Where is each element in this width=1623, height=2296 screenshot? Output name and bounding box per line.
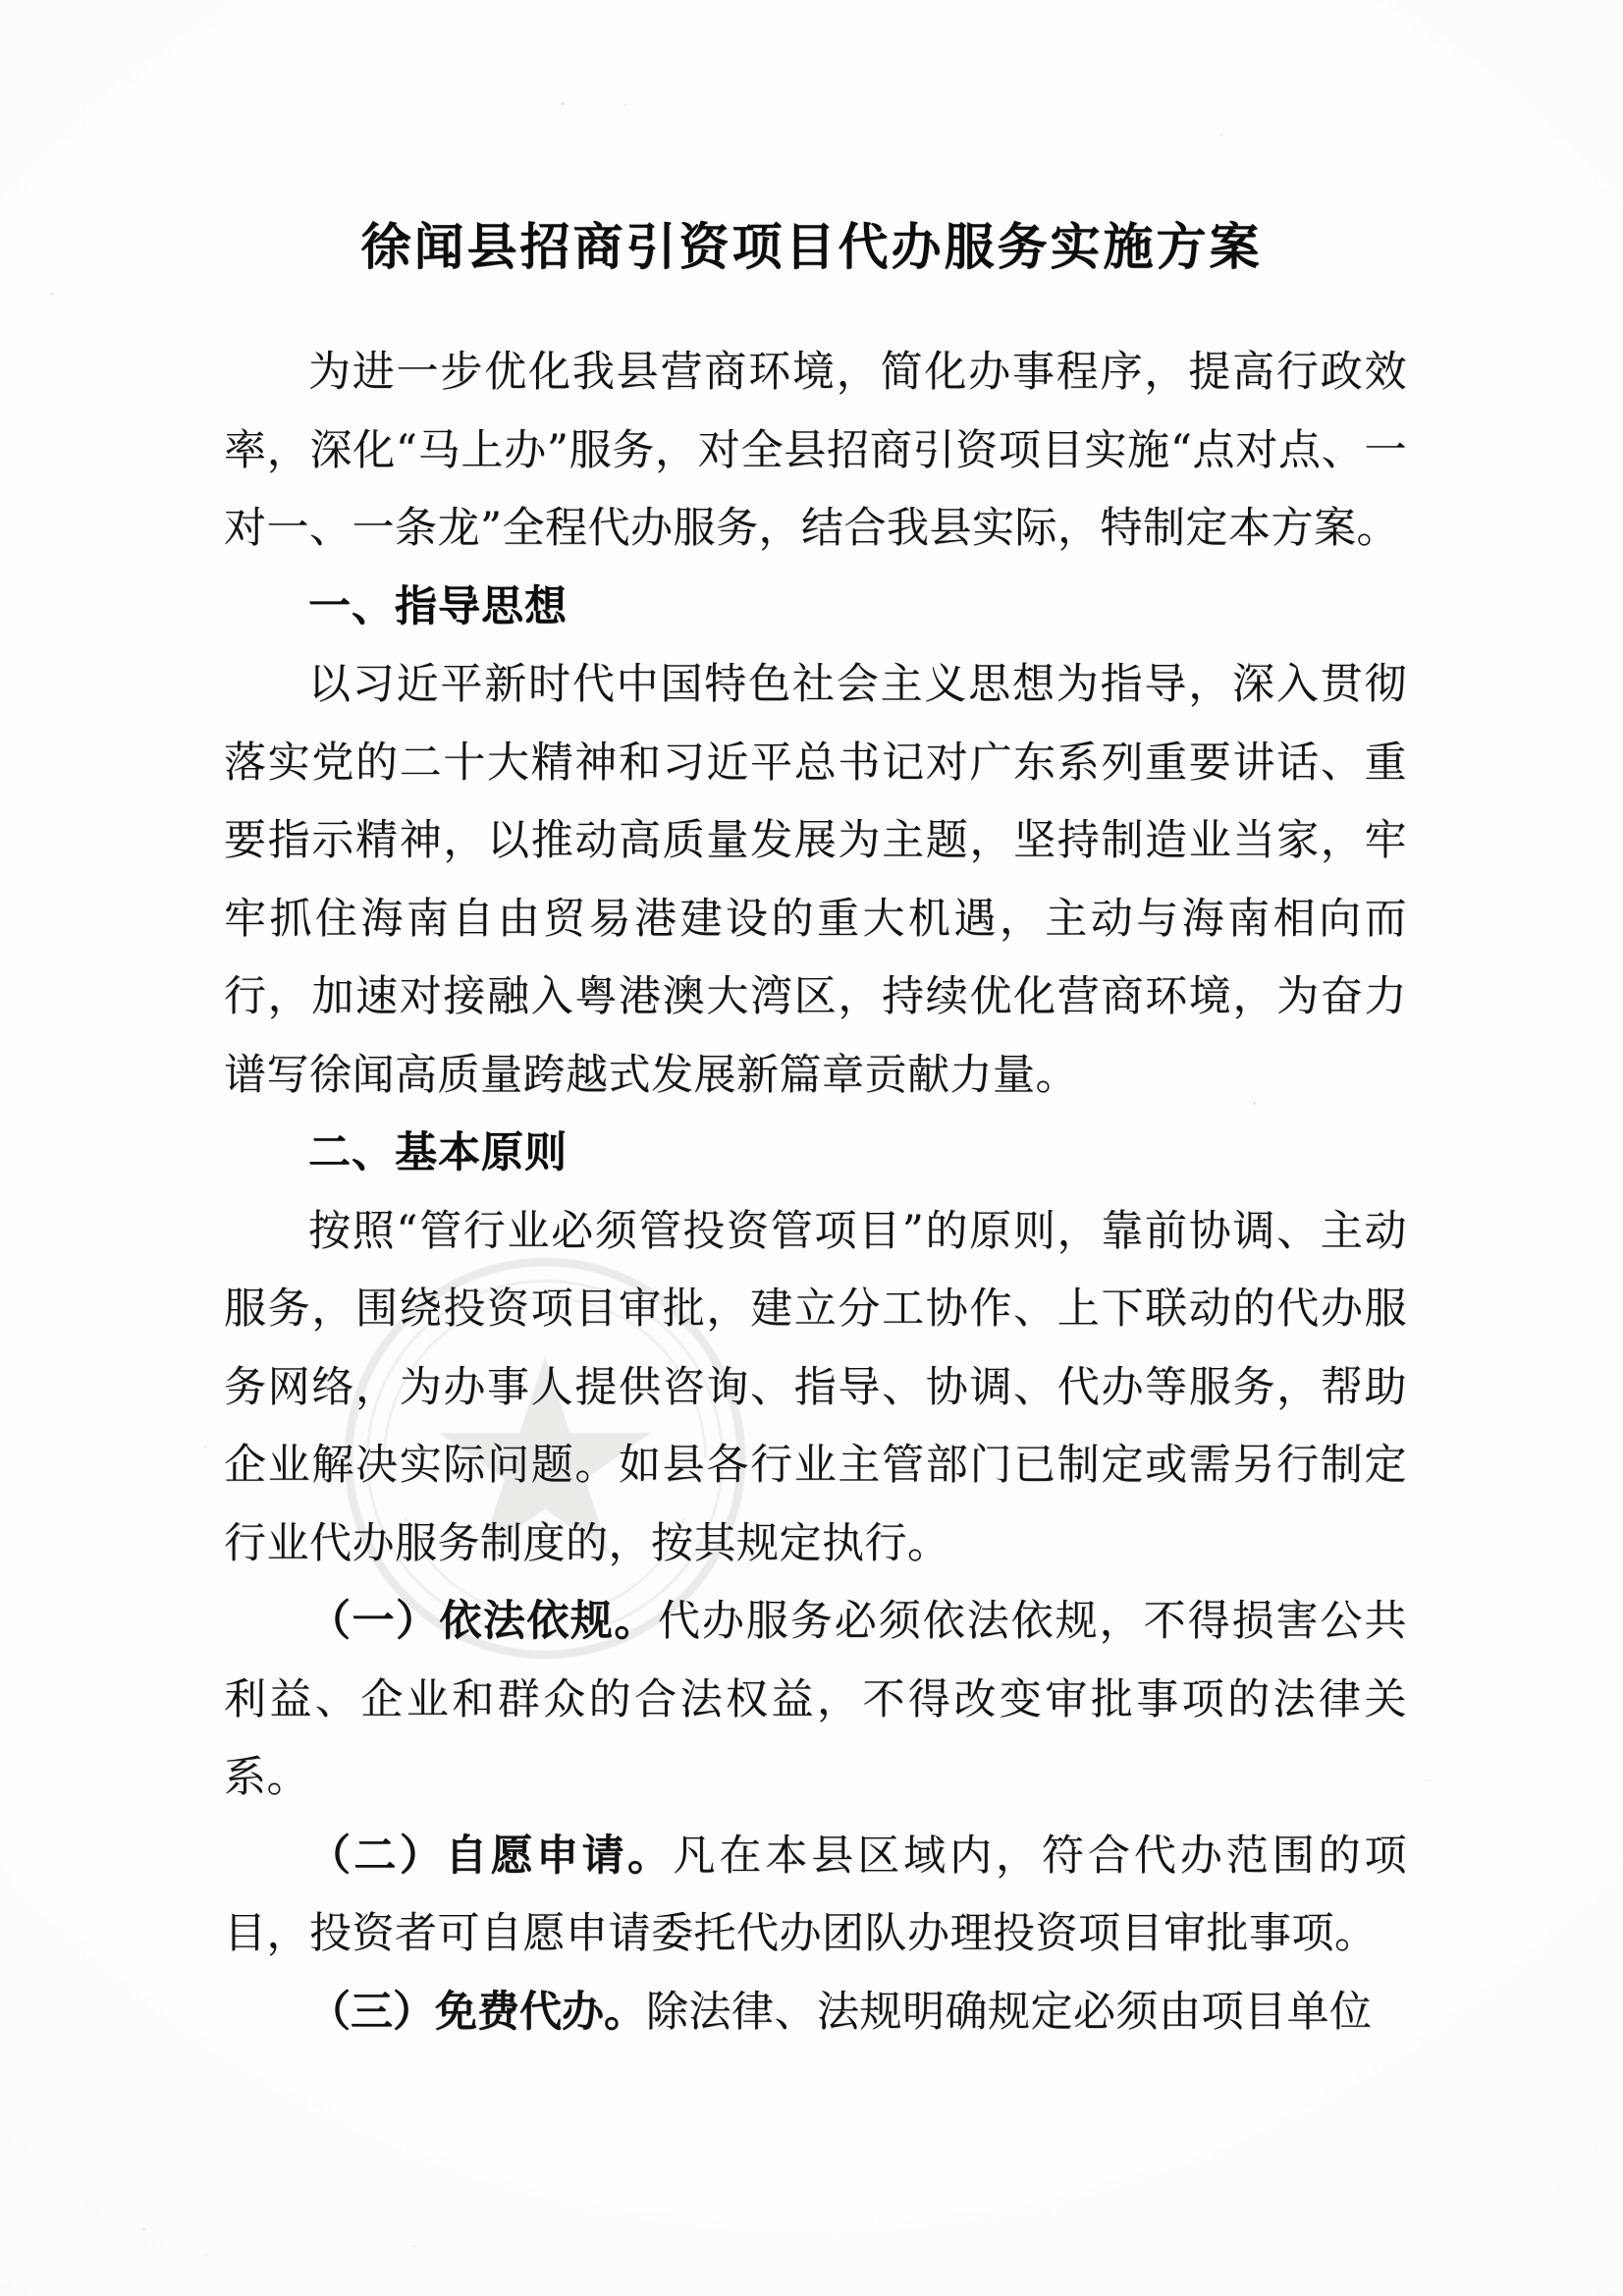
principle-item-3 [224,1974,1407,2052]
preamble-paragraph: 为进一步优化我县营商环境，简化办事程序，提高行政效率，深化“马上办”服务，对全县招商引资项目实施“点对点、一对一、一条龙”全程代办服务，结合我县实际，特制定本方案。 [224,348,1407,553]
section-heading-basic-principles: 二、基本原则 [308,1128,568,1177]
section-paragraph-guiding-thought: 以习近平新时代中国特色社会主义思想为指导，深入贯彻落实党的二十大精神和习近平总书记对广东系列重要讲话、重要指示精神，以推动高质量发展为主题，坚持制造业当家，牢牢抓住海南自由贸易港建设的重大机遇，主动与海南相向而行，加速对接融入粤港澳大湾区，持续优化营商环境，为奋力谱写徐闻高质量跨越式发展新篇章贡献力量。 [224,660,1407,1100]
page-title: 徐闻县招商引资项目代办服务实施方案 [360,218,1263,278]
principle-item-1-lead: （一）依法依规。 [308,1597,658,1646]
principle-item-1-text: 代办服务必须依法依规，不得损害公共利益、企业和群众的合法权益，不得改变审批事项的法律关系。 [224,1597,1408,1802]
principle-item-2-lead: （二）自愿申请。 [308,1831,674,1881]
principle-item-2-text: 凡在本县区域内，符合代办范围的项目，投资者可自愿申请委托代办团队办理投资项目审批事项。 [224,1831,1408,1958]
principle-item-2 [224,1818,1407,1974]
principle-item-1 [224,1583,1407,1818]
section-heading-guiding-thought: 一、指导思想 [308,581,568,631]
section-paragraph-basic-principles: 按照“管行业必须管投资管项目”的原则，靠前协调、主动服务，围绕投资项目审批，建立分工协作、上下联动的代办服务网络，为办事人提供咨询、指导、协调、代办等服务，帮助企业解决实际问题。如县各行业主管部门已制定或需另行制定行业代办服务制度的，按其规定执行。 [224,1206,1407,1568]
document-body [224,334,1407,2051]
principle-item-3-text: 除法律、法规明确规定必须由项目单位 [646,1987,1373,2037]
principle-item-3-lead: （三）免费代办。 [308,1987,646,2037]
